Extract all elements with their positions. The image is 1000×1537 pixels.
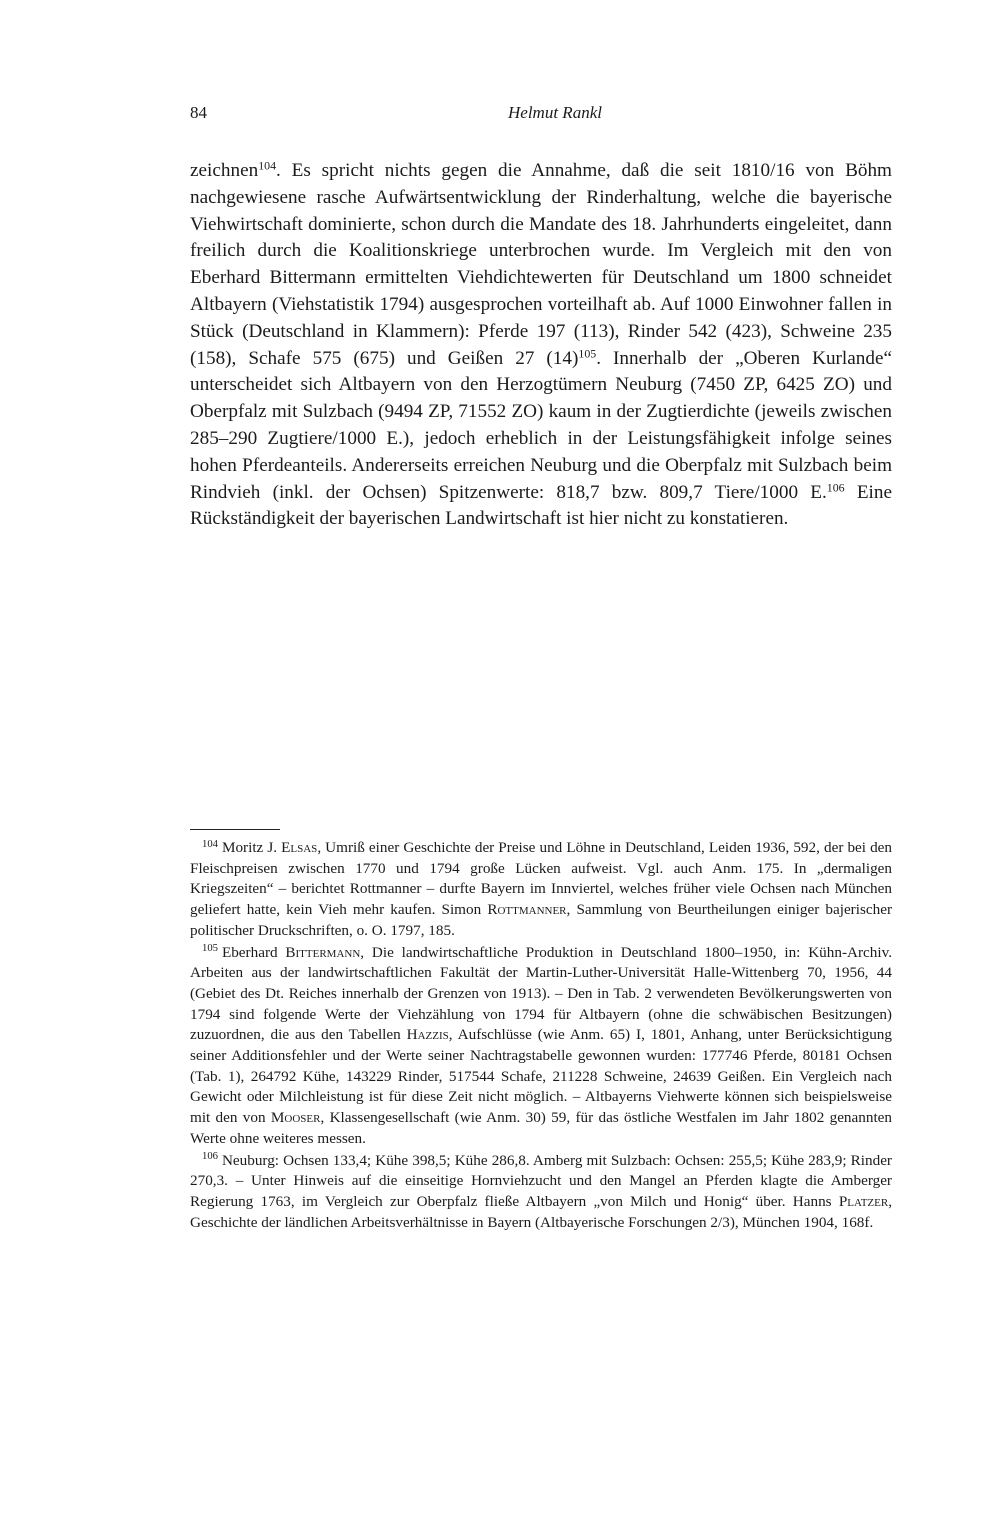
footnote-text: Neuburg: Ochsen 133,4; Kühe 398,5; Kühe 286,8. Amberg mit Sulzbach: Ochsen: 255,5; Kühe 283,9; Rinder 270,3. – Unter Hinweis auf die einseitige Hornviehzucht und den Mangel an Pferden klagte die Amberger Regierung 1763, im Vergleich zur Oberpfalz fließe Altbayern „von Milch und Honig“ über. Hanns — [190, 1151, 892, 1210]
footnote-text: , Klassengesellschaft (wie Anm. 30) 59, für das östliche Westfalen im Jahr 1802 genannten Werte ohne weiteres messen. — [190, 1109, 893, 1147]
footnote-text: Eberhard — [221, 943, 286, 961]
footnote-105 — [190, 943, 892, 1150]
footnote-text: Moritz J. — [221, 839, 282, 856]
author-name: Hazzis — [406, 1026, 449, 1044]
footnote-text: , Umriß einer Geschichte der Preise und Löhne in Deutschland, Leiden 1936, 592, der bei den Fleischpreisen zwischen 1770 und 1794 große Lücken aufweist. Vgl. auch Anm. 175. In „dermaligen Kriegszeiten“ – berichtet Rottmanner – durfte Bayern im Innviertel, welches früher viele Ochsen nach München geliefert hatte, kein Vieh mehr kaufen. Simon — [190, 839, 892, 919]
footnote-text: , Aufschlüsse (wie Anm. 65) I, 1801, Anhang, unter Berücksichtigung seiner Additionsfehler und der Werte seiner Nachtragstabelle gewonnen wurden: 177746 Pferde, 80181 Ochsen (Tab. 1), 264792 Kühe, 143229 Rinder, 517544 Schafe, 211228 Schweine, 24639 Geißen. Ein Vergleich nach Gewicht oder Milchleistung ist für diese Zeit nicht möglich. – Altbayerns Viehwerte können sich beispielsweise mit den von — [190, 1026, 892, 1127]
author-name: Elsas — [281, 839, 318, 856]
footnotes — [190, 838, 892, 1234]
footnote-reference: 105 — [578, 346, 597, 361]
body-text-segment: . Innerhalb der „Oberen Kurlande“ unterscheidet sich Altbayern von den Herzogtümern Neuburg (7450 ZP, 6425 ZO) und Oberpfalz mit Sulzbach (9494 ZP, 71552 ZO) kaum in der Zugtierdichte (jeweils zwischen 285–290 Zugtiere/1000 E.), jedoch erheblich in der Leistungsfähigkeit infolge seines hohen Pferdeanteils. Andererseits erreichen Neuburg und die Oberpfalz mit Sulzbach beim Rindvieh (inkl. der Ochsen) Spitzenwerte: 818,7 bzw. 809,7 Tiere/1000 E. — [190, 347, 892, 503]
body-text-segment: Eine Rückständigkeit der bayerischen Landwirtschaft ist hier nicht zu konstatieren. — [190, 481, 892, 530]
footnote-106 — [190, 1151, 892, 1234]
running-title: Helmut Rankl — [508, 103, 602, 122]
footnote-number: 105 — [202, 943, 218, 955]
author-name: Mooser — [270, 1109, 321, 1127]
page-number: 84 — [190, 103, 207, 122]
author-name: Platzer — [838, 1192, 889, 1210]
footnote-separator — [190, 829, 280, 830]
footnote-reference: 104 — [258, 158, 277, 173]
body-text-segment: zeichnen — [190, 160, 259, 181]
footnote-text: , Geschichte der ländlichen Arbeitsverhältnisse in Bayern (Altbayerische Forschungen 2/3), München 1904, 168f. — [190, 1192, 892, 1231]
footnote-number: 104 — [202, 838, 218, 850]
footnote-text: , Sammlung von Beurtheilungen einiger bajerischer politischer Druckschriften, o. O. 1797, 185. — [190, 901, 892, 939]
footnote-text: , Die landwirtschaftliche Produktion in Deutschland 1800–1950, in: Kühn-Archiv. Arbeiten aus der landwirtschaftlichen Fakultät der Martin-Luther-Universität Halle-Wittenberg 70, 1956, 44 (Gebiet des Dt. Reiches innerhalb der Grenzen von 1913). – Den in Tab. 2 verwendeten Bevölkerungswerten von 1794 sind folgende Werte der Viehzählung von 1794 für Altbayern (ohne die schwäbischen Besitzungen) zuzuordnen, die aus den Tabellen — [190, 943, 892, 1044]
footnote-104 — [190, 838, 892, 942]
footnote-number: 106 — [202, 1151, 218, 1163]
author-name: Rottmanner — [487, 901, 567, 919]
author-name: Bittermann — [285, 943, 361, 961]
body-text-segment: . Es spricht nichts gegen die Annahme, daß die seit 1810/16 von Böhm nachgewiesene rasche Aufwärtsentwicklung der Rinderhaltung, welche die bayerische Viehwirtschaft dominierte, schon durch die Mandate des 18. Jahrhunderts eingeleitet, dann freilich durch die Koalitionskriege unterbrochen wurde. Im Vergleich mit den von Eberhard Bittermann ermittelten Viehdichtewerten für Deutschland um 1800 schneidet Altbayern (Viehstatistik 1794) ausgesprochen vorteilhaft ab. Auf 1000 Einwohner fallen in Stück (Deutschland in Klammern): Pferde 197 (113), Rinder 542 (423), Schweine 235 (158), Schafe 575 (675) und Geißen 27 (14) — [190, 160, 892, 369]
body-paragraph — [190, 158, 892, 533]
footnote-reference: 106 — [826, 480, 845, 495]
